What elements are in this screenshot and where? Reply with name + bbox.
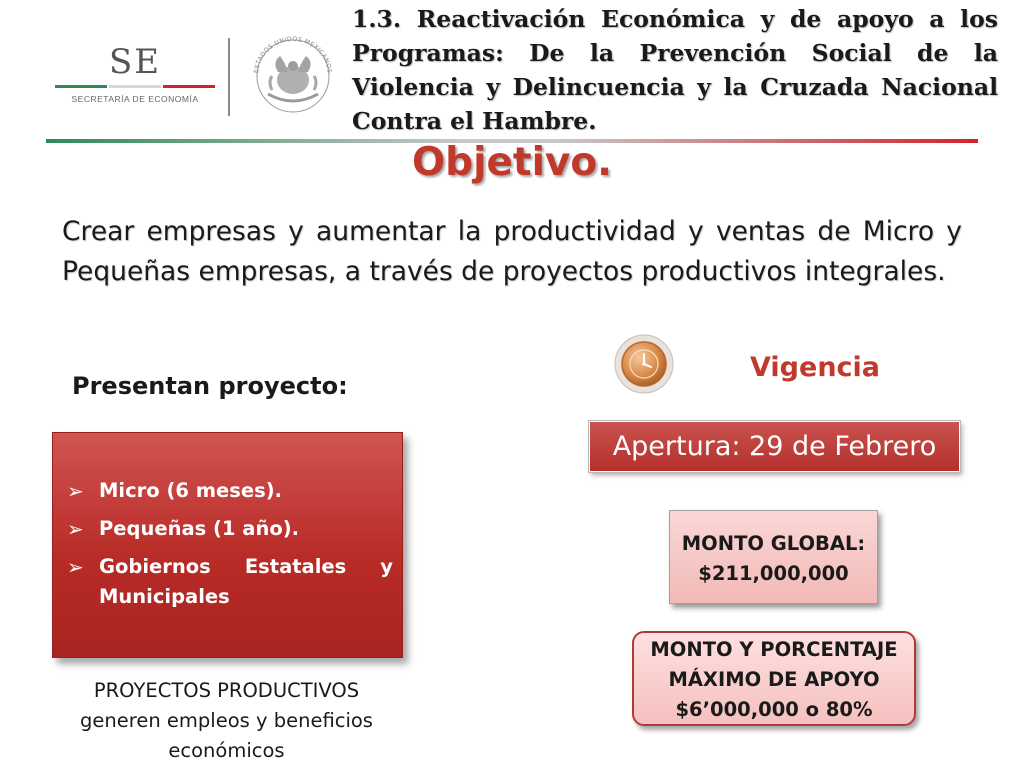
- monto-maximo-line2: MÁXIMO DE APOYO: [668, 668, 880, 691]
- se-logo-letters: SE: [108, 42, 162, 82]
- monto-global-label: MONTO GLOBAL:: [681, 532, 866, 555]
- clock-icon: [614, 334, 674, 394]
- arrow-bullet-icon: ➢: [67, 479, 84, 503]
- proyectos-caption: PROYECTOS PRODUCTIVOS generen empleos y beneficios económicos: [80, 679, 373, 762]
- presentan-heading: Presentan proyecto:: [72, 372, 348, 400]
- logo-divider: [228, 38, 230, 116]
- applicants-box: [52, 432, 403, 658]
- applicants-list: [63, 476, 393, 612]
- logo-red-stripe: [163, 85, 215, 88]
- vigencia-label: Vigencia: [750, 352, 881, 383]
- se-logo-subtitle: SECRETARÍA DE ECONOMÍA: [71, 94, 199, 104]
- list-item-label: Gobiernos Estatales y Municipales: [99, 555, 393, 608]
- logo-green-stripe: [55, 85, 107, 88]
- monto-maximo-box: [632, 631, 916, 726]
- objective-text: Crear empresas y aumentar la productividad y ventas de Micro y Pequeñas empresas, a través de proyectos productivos integrales.: [62, 216, 962, 287]
- seal-text: ESTADOS UNIDOS MEXICANOS: [253, 35, 333, 74]
- arrow-bullet-icon: ➢: [67, 555, 84, 579]
- list-item-label: Pequeñas (1 año).: [99, 517, 300, 540]
- list-item: [63, 514, 393, 544]
- se-logo: [55, 40, 215, 115]
- header-title: 1.3. Reactivación Económica y de apoyo a los Programas: De la Prevención Social de la Violencia y Delincuencia y la Cruzada Nacional Contra el Hambre.: [352, 5, 998, 135]
- monto-global-box: [669, 510, 878, 604]
- monto-global-value: $211,000,000: [698, 562, 849, 585]
- apertura-box: Apertura: 29 de Febrero: [589, 421, 960, 472]
- arrow-bullet-icon: ➢: [67, 517, 84, 541]
- list-item: [63, 476, 393, 506]
- monto-maximo-value: $6’000,000 o 80%: [675, 698, 873, 721]
- list-item: [63, 552, 393, 612]
- monto-maximo-line1: MONTO Y PORCENTAJE: [650, 638, 898, 661]
- logo-white-stripe: [109, 85, 161, 88]
- list-item-label: Micro (6 meses).: [99, 479, 283, 502]
- objective-heading: Objetivo.: [412, 140, 612, 185]
- mexico-seal-icon: [248, 32, 338, 114]
